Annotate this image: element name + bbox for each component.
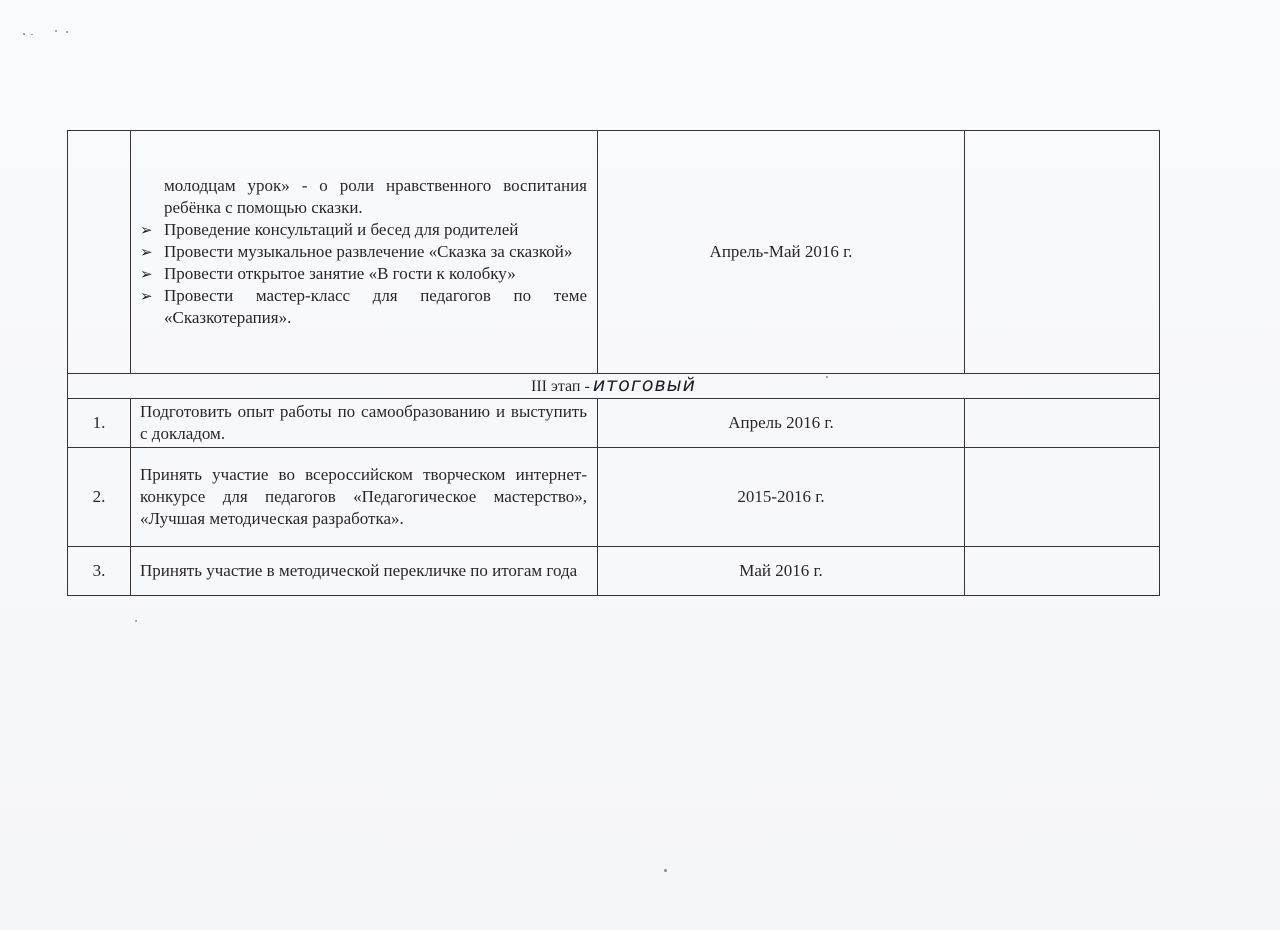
activity-list xyxy=(131,219,597,329)
list-item-text: Провести музыкальное развлечение «Сказка за сказкой» xyxy=(164,242,573,261)
table-row xyxy=(68,448,1160,547)
handwritten-stage-name: итоговый xyxy=(592,374,697,396)
continuation-text: молодцам урок» - о роли нравственного воспитания ребёнка с помощью сказки. xyxy=(164,176,587,217)
list-item-text: Провести открытое занятие «В гости к колобку» xyxy=(164,264,516,283)
scan-speck xyxy=(66,31,68,33)
plan-table xyxy=(67,130,1160,596)
note-cell xyxy=(965,448,1160,547)
period-cell: Апрель-Май 2016 г. xyxy=(598,131,965,374)
table-row xyxy=(68,131,1160,374)
note-cell xyxy=(965,131,1160,374)
arrowhead-bullet-icon: ➢ xyxy=(140,287,153,305)
activities-cell xyxy=(131,131,598,374)
period-cell: Май 2016 г. xyxy=(598,547,965,596)
list-item xyxy=(140,263,587,285)
stage-row xyxy=(68,374,1160,399)
list-item xyxy=(140,219,587,241)
stage-label: III этап - xyxy=(530,378,590,395)
stage-header-cell xyxy=(68,374,1160,399)
table-row xyxy=(68,547,1160,596)
arrowhead-bullet-icon: ➢ xyxy=(140,265,153,283)
arrowhead-bullet-icon: ➢ xyxy=(140,221,153,239)
table-row xyxy=(68,399,1160,448)
list-item-text: Проведение консультаций и бесед для родителей xyxy=(164,220,519,239)
activity-text-cell: Принять участие во всероссийском творческом интернет-конкурсе для педагогов «Педагогическое мастерство», «Лучшая методическая разработка». xyxy=(131,448,598,547)
list-item xyxy=(140,241,587,263)
scan-speck xyxy=(31,34,33,35)
note-cell xyxy=(965,399,1160,448)
period-cell: Апрель 2016 г. xyxy=(598,399,965,448)
arrowhead-bullet-icon: ➢ xyxy=(140,243,153,261)
row-number-cell: 3. xyxy=(68,547,131,596)
scan-speck xyxy=(55,30,57,32)
row-number-cell: 2. xyxy=(68,448,131,547)
row-number-cell xyxy=(68,131,131,374)
activity-text-cell: Принять участие в методической перекличке по итогам года xyxy=(131,547,598,596)
note-cell xyxy=(965,547,1160,596)
scan-speck xyxy=(23,33,25,35)
period-cell: 2015-2016 г. xyxy=(598,448,965,547)
list-item-text: Провести мастер-класс для педагогов по теме «Сказкотерапия». xyxy=(164,286,587,327)
list-item xyxy=(140,285,587,329)
row-number-cell: 1. xyxy=(68,399,131,448)
activity-text-cell: Подготовить опыт работы по самообразованию и выступить с докладом. xyxy=(131,399,598,448)
scan-speck xyxy=(135,620,137,622)
scan-speck xyxy=(664,869,667,872)
